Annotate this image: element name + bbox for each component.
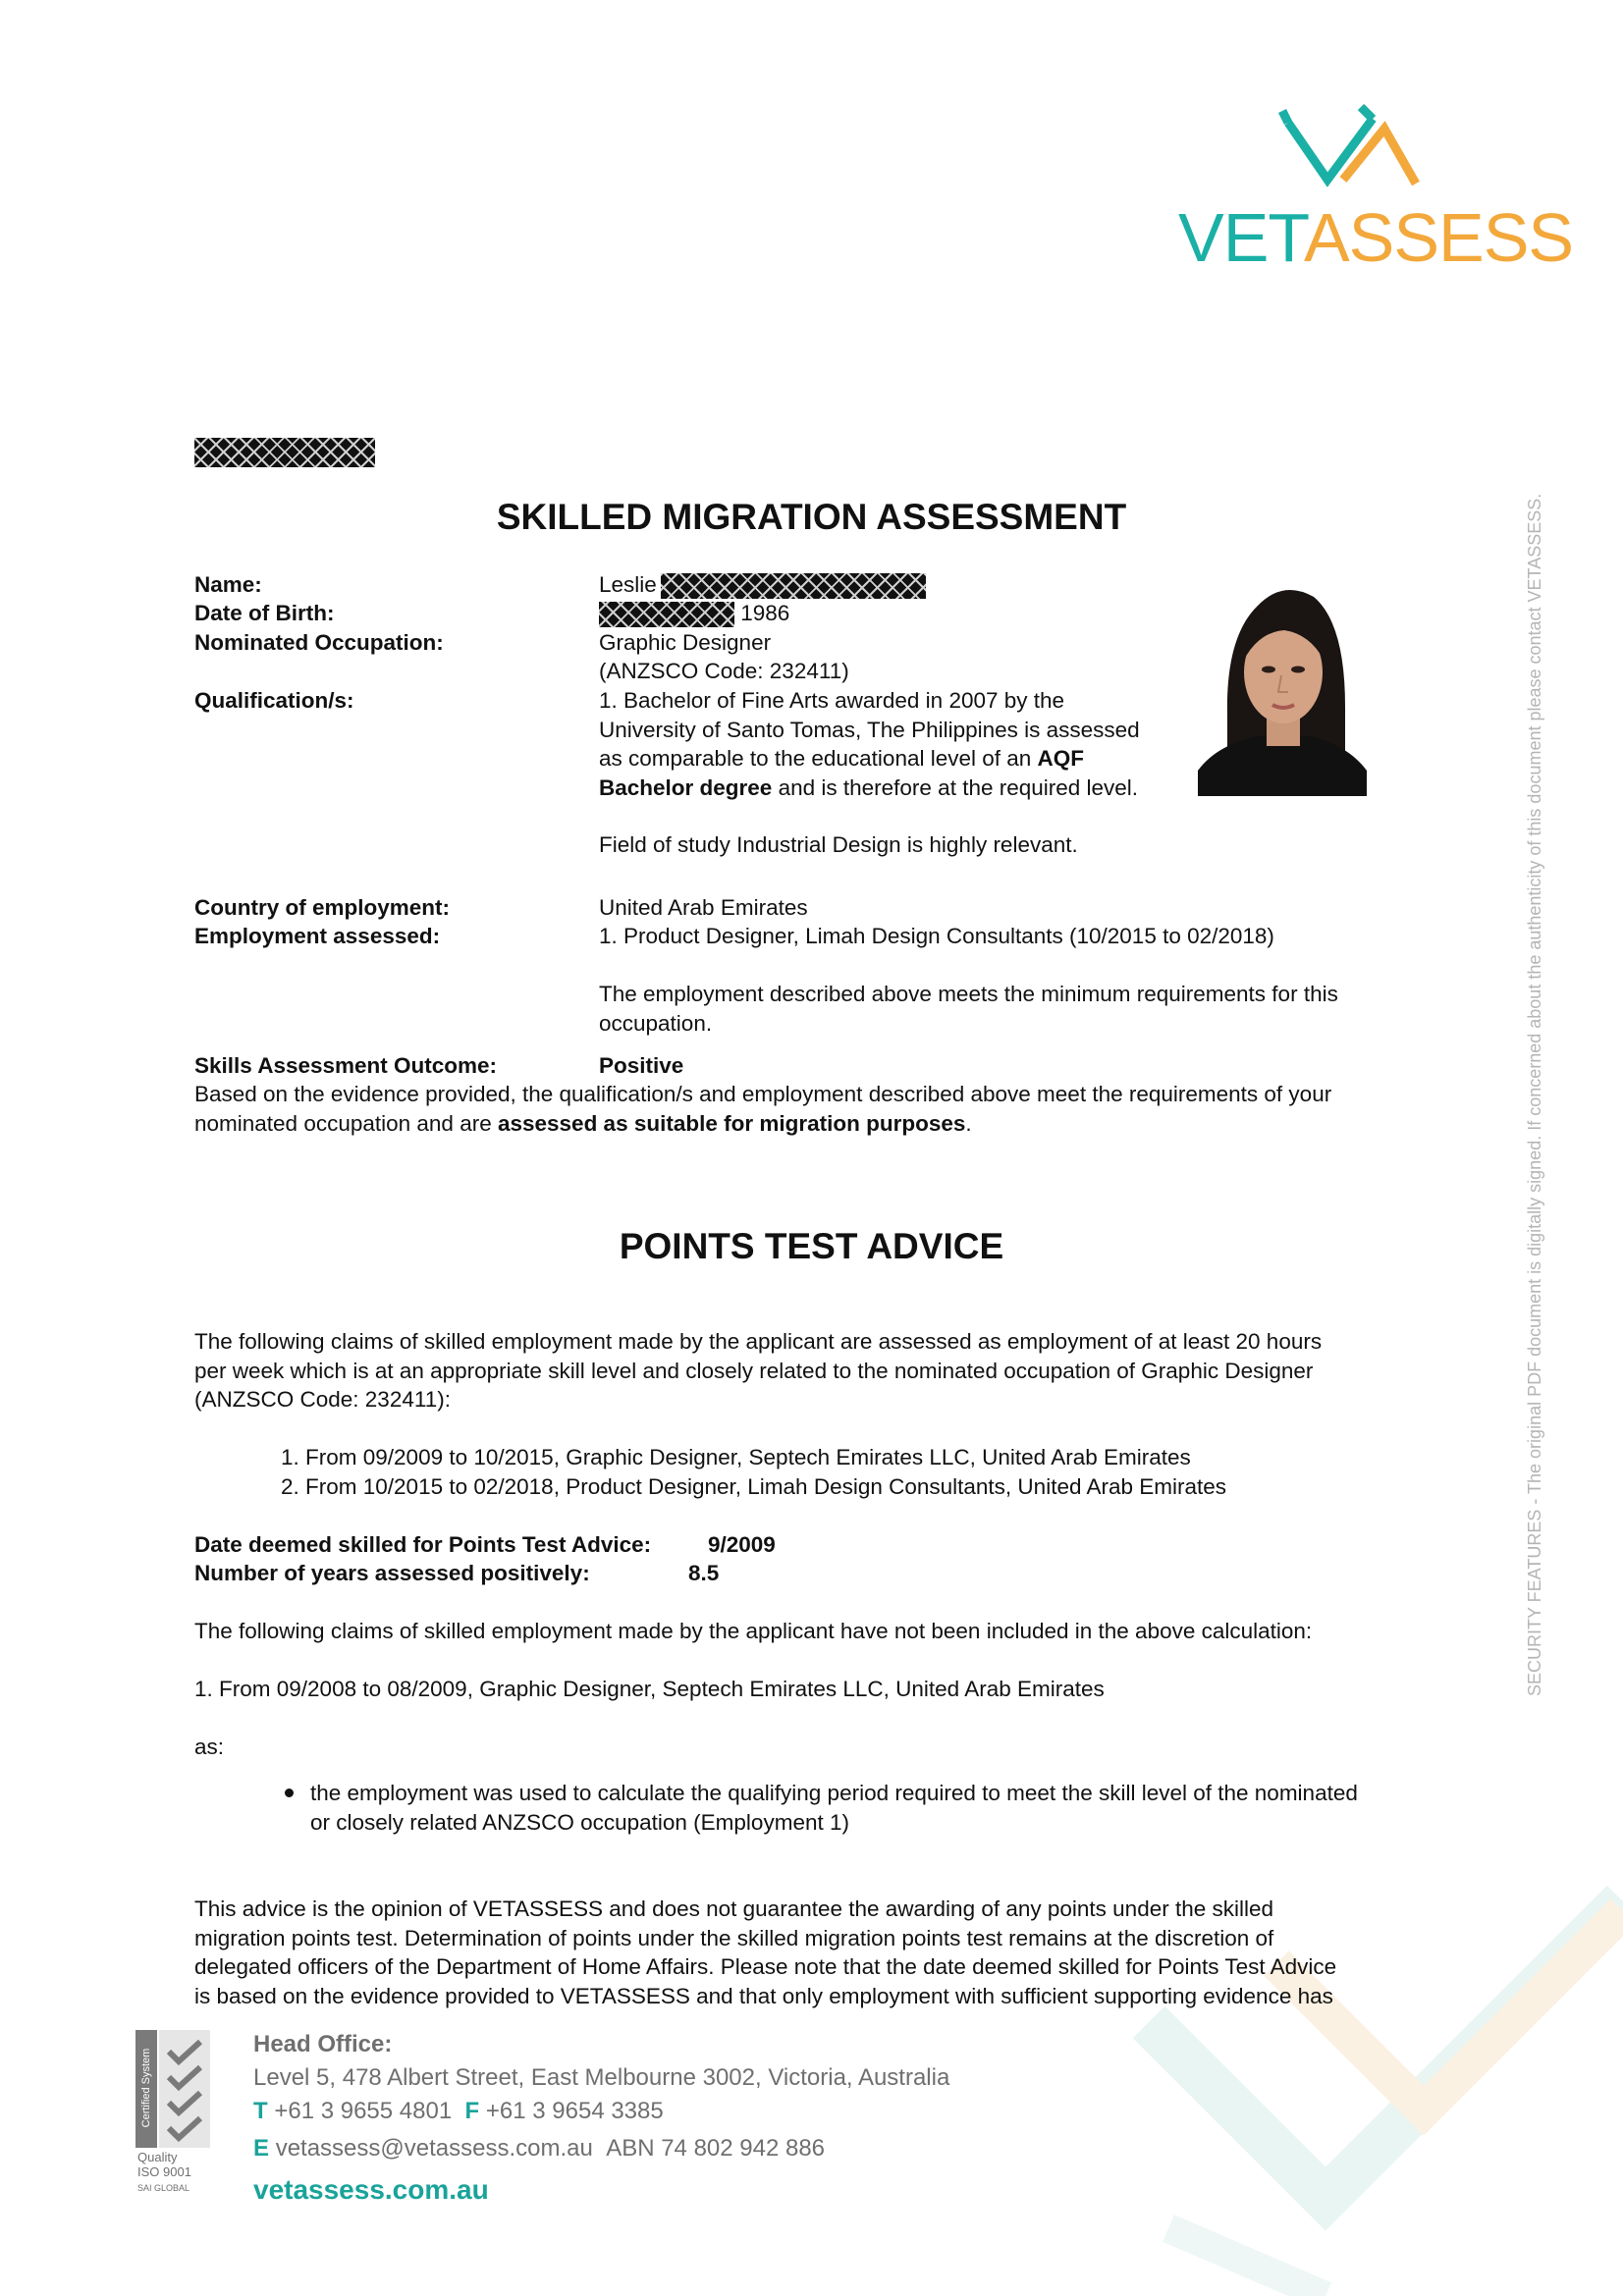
advice-line: delegated officers of the Department of Home Affairs. Please note that the date deemed skilled for Points Test Advice (194, 1954, 1337, 1979)
badge-sai: SAI GLOBAL (137, 2183, 190, 2193)
phone-number[interactable]: +61 3 9655 4801 (274, 2098, 453, 2124)
country-label: Country of employment: (194, 895, 451, 920)
years-label: Number of years assessed positively: (194, 1561, 590, 1585)
first-name: Leslie (599, 572, 657, 597)
iso-certification-badge (135, 2030, 214, 2202)
redacted-surname (661, 573, 926, 599)
redacted-dob (599, 602, 734, 627)
outcome-label: Skills Assessment Outcome: (194, 1053, 498, 1078)
advice-line: This advice is the opinion of VETASSESS and does not guarantee the awarding of any points under the skilled (194, 1896, 1274, 1921)
employment-label: Employment assessed: (194, 924, 441, 948)
abn-number: ABN 74 802 942 886 (606, 2135, 826, 2162)
suitable-bold: assessed as suitable for migration purposes (497, 1110, 966, 1136)
bullet-dot (285, 1789, 294, 1797)
as-label: as: (194, 1735, 225, 1759)
fax-number: +61 3 9654 3385 (485, 2098, 664, 2124)
badge-quality: Quality (137, 2150, 178, 2164)
footer-phone-row (253, 2095, 949, 2128)
field-of-study: Field of study Industrial Design is highly relevant. (599, 832, 1078, 857)
footer-contact (253, 2028, 949, 2207)
country-value: United Arab Emirates (599, 895, 808, 920)
outcome-line: Based on the evidence provided, the qualification/s and employment described above meet the requirements of your (194, 1082, 1332, 1106)
logo-chevron-icon (1178, 93, 1542, 201)
years-value: 8.5 (688, 1561, 720, 1585)
bachelor-degree-bold: Bachelor degree (599, 774, 773, 800)
title-points-test: POINTS TEST ADVICE (619, 1226, 1004, 1266)
bullet-line: the employment was used to calculate the qualifying period required to meet the skill level of the nominated (310, 1781, 1358, 1805)
email-link[interactable]: vetassess@vetassess.com.au (275, 2135, 593, 2162)
head-office-label: Head Office: (253, 2031, 393, 2057)
badge-side-text: Certified System (140, 2048, 152, 2128)
logo-text-vet: VET (1178, 199, 1304, 276)
checkmarks-icon (161, 2038, 208, 2144)
advice-paragraph (194, 1895, 1432, 2010)
points-intro-line: per week which is at an appropriate skill level and closely related to the nominated occupation of Graphic Designer (194, 1358, 1314, 1383)
outcome-value: Positive (599, 1053, 684, 1078)
name-label: Name: (194, 572, 262, 597)
employment-note-line: occupation. (599, 1010, 713, 1036)
occupation-value: Graphic Designer (599, 630, 772, 655)
points-intro (194, 1327, 1432, 1415)
footer-email-row (253, 2132, 949, 2165)
qualification-line: 1. Bachelor of Fine Arts awarded in 2007 by the (599, 688, 1065, 713)
qualification-line: University of Santo Tomas, The Philippines is assessed (599, 717, 1140, 742)
date-deemed-label: Date deemed skilled for Points Test Advice: (194, 1532, 652, 1557)
logo-text-assess: ASSESS (1303, 199, 1574, 276)
outcome-text (194, 1080, 1432, 1138)
applicant-photo (1198, 569, 1367, 796)
claim-item: 1. From 09/2009 to 10/2015, Graphic Designer, Septech Emirates LLC, United Arab Emirates (281, 1445, 1191, 1469)
vetassess-logo (1178, 93, 1574, 280)
date-deemed-value: 9/2009 (708, 1532, 776, 1557)
fax-label: F (464, 2098, 480, 2124)
security-features-note: SECURITY FEATURES - The original PDF document is digitally signed. If concerned about the authenticity of this document please contact VETASSESS. (1525, 493, 1544, 1696)
employment-note (599, 980, 1338, 1038)
bullet-text (310, 1779, 1358, 1837)
advice-line: is based on the evidence provided to VETASSESS and that only employment with sufficient supporting evidence has (194, 1983, 1333, 2008)
qualification-line: as comparable to the educational level of an AQF (599, 746, 1085, 771)
occupation-label: Nominated Occupation: (194, 630, 444, 655)
points-intro-line: (ANZSCO Code: 232411): (194, 1387, 451, 1412)
dob-value (599, 599, 789, 628)
occupation-code: (ANZSCO Code: 232411) (599, 659, 849, 683)
redacted-reference (194, 438, 375, 467)
qualification-label: Qualification/s: (194, 688, 354, 713)
excluded-item: 1. From 09/2008 to 08/2009, Graphic Designer, Septech Emirates LLC, United Arab Emirates (194, 1677, 1105, 1701)
claims-list (281, 1443, 1226, 1501)
website-link[interactable]: vetassess.com.au (253, 2174, 489, 2205)
advice-line: migration points test. Determination of points under the skilled migration points test remains at the discretion of (194, 1925, 1274, 1950)
employment-value: 1. Product Designer, Limah Design Consultants (10/2015 to 02/2018) (599, 924, 1274, 948)
title-skilled-migration: SKILLED MIGRATION ASSESSMENT (496, 497, 1127, 537)
qualification-line: Bachelor degree and is therefore at the required level. (599, 774, 1139, 800)
points-intro-line: The following claims of skilled employment made by the applicant are assessed as employment of at least 20 hours (194, 1329, 1323, 1354)
badge-iso: ISO 9001 (137, 2164, 191, 2179)
footer-address: Level 5, 478 Albert Street, East Melbourne 3002, Victoria, Australia (253, 2064, 950, 2091)
email-label: E (253, 2135, 270, 2162)
excluded-intro: The following claims of skilled employment made by the applicant have not been included in the above calculation: (194, 1619, 1313, 1643)
dob-year: 1986 (740, 601, 790, 625)
background-chevron-decoration (1129, 1767, 1623, 2296)
qualification-text (599, 686, 1188, 802)
phone-label: T (253, 2098, 268, 2124)
employment-note-line: The employment described above meets the minimum requirements for this (599, 982, 1338, 1006)
name-value (599, 570, 926, 600)
bullet-line: or closely related ANZSCO occupation (Employment 1) (310, 1809, 849, 1835)
aqf-bold: AQF (1037, 746, 1085, 771)
claim-item: 2. From 10/2015 to 02/2018, Product Designer, Limah Design Consultants, United Arab Emirates (281, 1473, 1227, 1499)
dob-label: Date of Birth: (194, 601, 335, 625)
outcome-line: nominated occupation and are assessed as suitable for migration purposes. (194, 1110, 972, 1136)
